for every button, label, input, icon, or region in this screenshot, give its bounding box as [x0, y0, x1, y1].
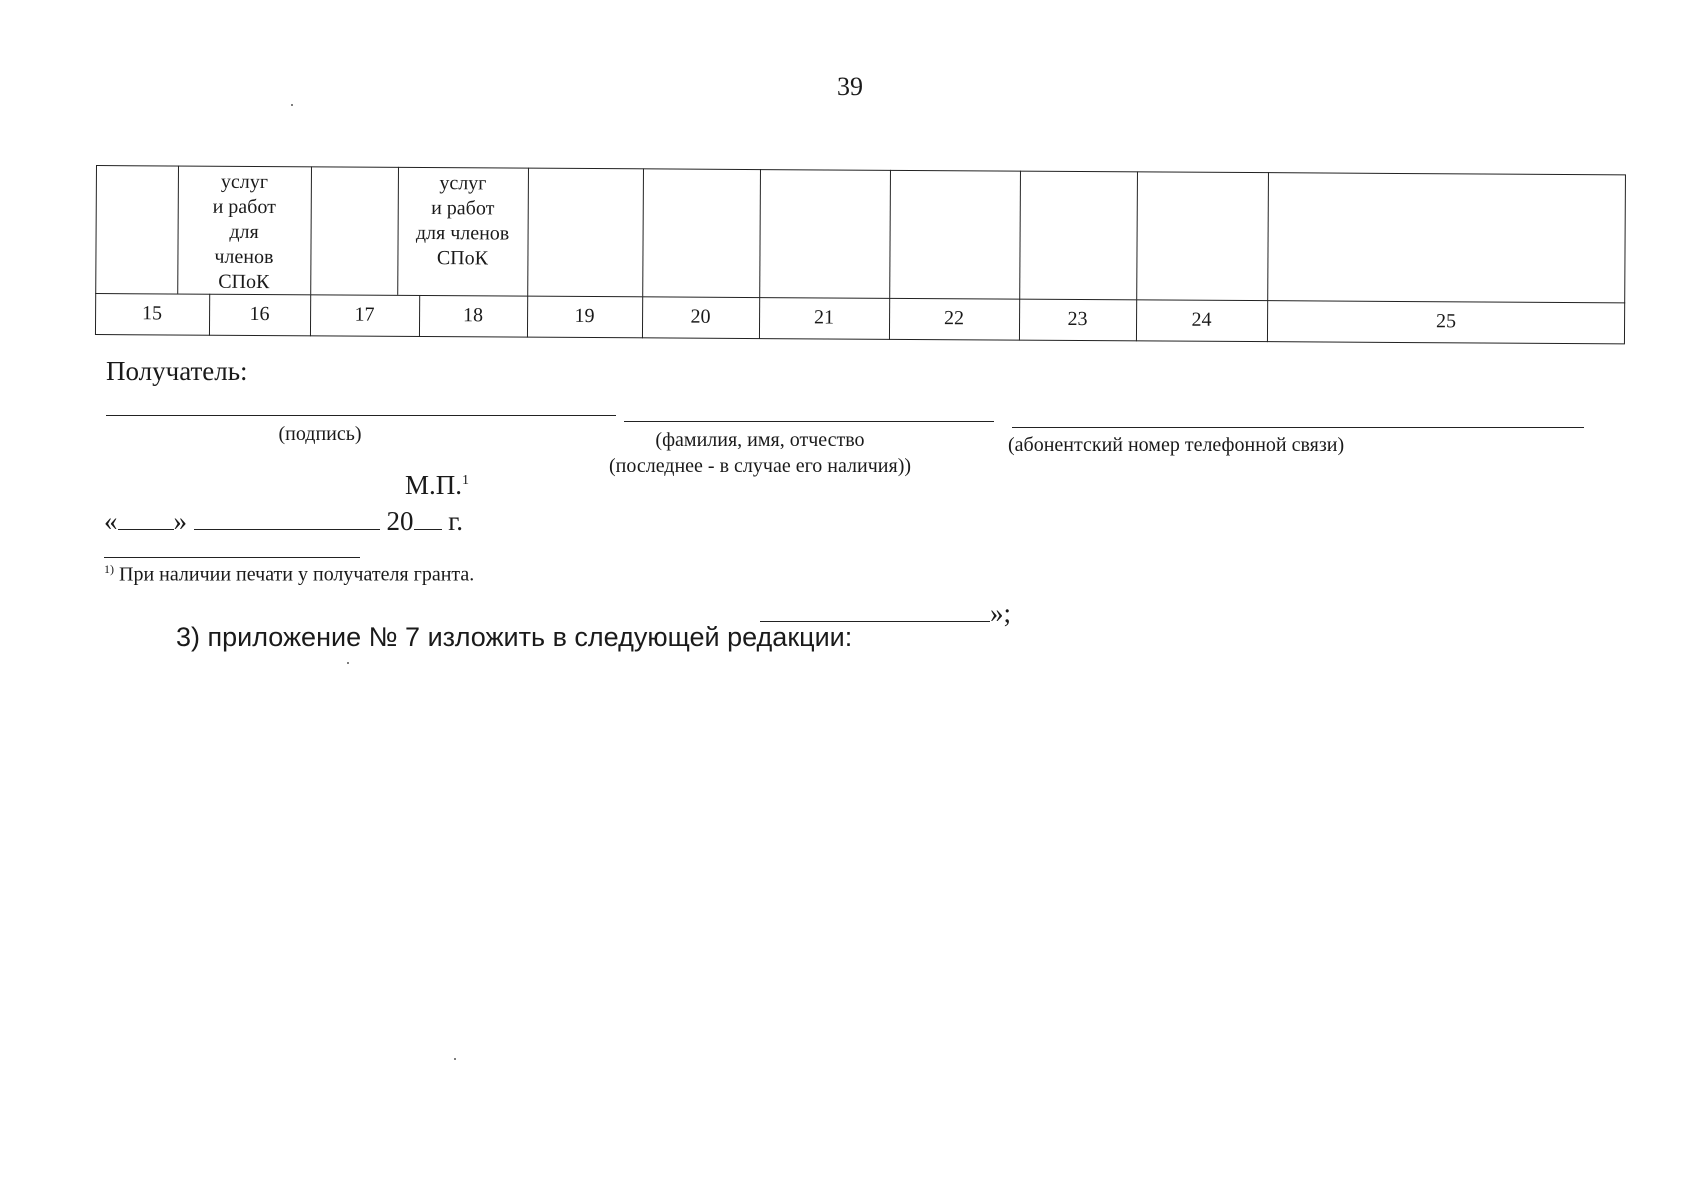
name-line: [624, 421, 994, 422]
day-blank: [118, 507, 174, 530]
scan-speck: [347, 662, 349, 664]
month-blank: [194, 507, 380, 530]
signature-line: [106, 415, 616, 416]
year-blank: [414, 507, 442, 530]
date-line: [104, 506, 463, 537]
closing-quote: »;: [990, 598, 1012, 628]
stamp-footnote-mark: 1: [462, 473, 470, 488]
table-column-number: 15: [142, 302, 163, 325]
table-column-number: 20: [690, 305, 711, 328]
date-close-quote: »: [173, 506, 187, 536]
table-column-number: 16: [249, 302, 270, 326]
table-column-number: 19: [574, 304, 595, 328]
footnote-rule: [104, 557, 360, 558]
amendment-item: 3) приложение № 7 изложить в следующей редакции:: [176, 622, 853, 652]
table-column-number: 22: [944, 307, 965, 330]
scan-speck: [454, 1058, 456, 1060]
year-prefix: 20: [386, 506, 414, 536]
closing-blank: [760, 599, 990, 622]
table-header-cell: услуг и работ для членов СПоК: [212, 170, 276, 294]
table-column-number: 18: [463, 304, 484, 327]
table-column-number: 21: [814, 306, 835, 329]
footnote-mark: 1): [104, 562, 114, 576]
name-caption-line2: (последнее - в случае его наличия)): [608, 455, 912, 477]
date-open-quote: «: [104, 506, 118, 536]
signature-caption: (подпись): [278, 423, 362, 445]
footnote: [104, 562, 474, 587]
year-suffix: г.: [448, 506, 464, 536]
recipient-label: Получатель:: [106, 356, 248, 386]
page-number: 39: [837, 72, 863, 101]
footnote-text: При наличии печати у получателя гранта.: [119, 563, 475, 586]
table-column-number: 24: [1191, 308, 1212, 331]
name-caption-line1: (фамилия, имя, отчество: [655, 429, 865, 451]
table-column-number: 17: [354, 303, 375, 326]
form-table: [95, 165, 1626, 344]
table-header-cell: услуг и работ для членов СПоК: [415, 172, 510, 270]
stamp-mark: [405, 470, 469, 501]
phone-caption: (абонентский номер телефонной связи): [1008, 434, 1345, 456]
table-column-number: 25: [1436, 310, 1457, 333]
table-column-number: 23: [1067, 307, 1088, 331]
phone-line: [1012, 427, 1584, 428]
stamp-text: М.П.: [405, 470, 463, 500]
scan-speck: [291, 104, 293, 106]
